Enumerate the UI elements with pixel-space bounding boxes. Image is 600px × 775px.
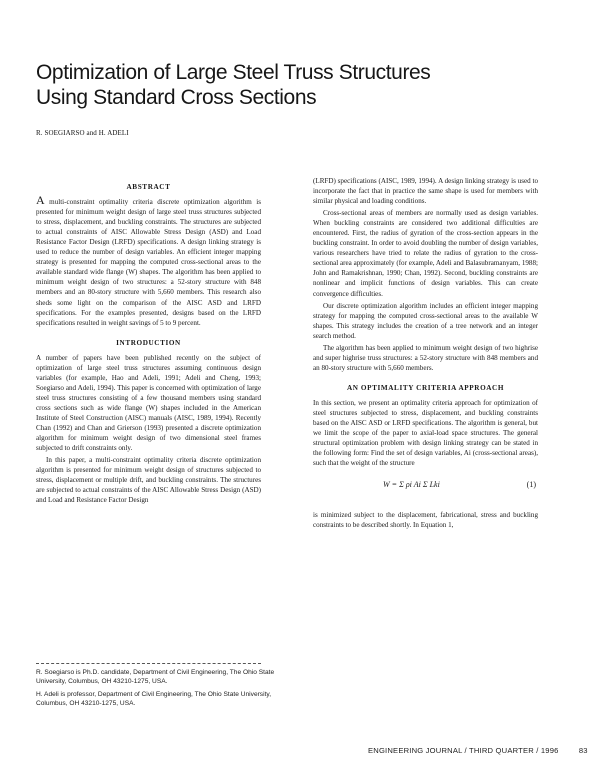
right-paragraph-3: Our discrete optimization algorithm includes an efficient integer mapping strategy for mapping the computed cross-sectional areas to the available W shapes. This strategy includes the creation of a tree network and an integer search method.	[313, 301, 538, 340]
optimality-paragraph-1: In this section, we present an optimality criteria approach for optimization of steel structures subjected to stress, displacement, and buckling constraints based on the AISC ASD or LRFD specifications. The algorithm is general, but we limit the scope of the paper to axial-load space structures. The general structural optimization problem with design linking strategy can be stated in the following form: Find the set of design variables, Ai (cross-sectional areas), such that the weight of the structure	[313, 398, 538, 468]
abstract-paragraph	[36, 193, 261, 328]
abstract-text: multi-constraint optimality criteria discrete optimization algorithm is presented for minimum weight design of large steel truss structures subjected to stress, displacement, and buckling constraints. The structures are subjected to actual constraints of AISC Allowable Stress Design (ASD) and Load Resistance Factor Design (LRFD) specifications. A design linking strategy is used to reduce the number of design variables. An efficient integer mapping strategy is presented for mapping the computed cross-sectional areas to the available standard wide flange (W) shapes. The algorithm has been applied to minimum weight design of two structures: a 52-story structure with 848 members and an 80-story structure with 5,660 members. This research also sheds some light on the comparison of the AISC ASD and LRFD specifications. For the examples presented, designs based on the LRFD specifications resulted in weight savings of 5 to 9 percent.	[36, 198, 261, 327]
right-column	[313, 176, 538, 532]
left-column	[36, 176, 261, 507]
right-paragraph-1: (LRFD) specifications (AISC, 1989, 1994). A design linking strategy is used to incorporate the fact that in practice the same shape is used for members with similar physical and loading conditions.	[313, 177, 538, 206]
equation-1	[313, 474, 538, 504]
abstract-dropcap: A	[36, 193, 45, 208]
footnotes	[36, 668, 276, 711]
optimality-heading: AN OPTIMALITY CRITERIA APPROACH	[346, 383, 505, 392]
footnote-adeli: H. Adeli is professor, Department of Civil Engineering, The Ohio State University, Columbus, OH 43210-1275, USA.	[36, 690, 272, 707]
optimality-paragraph-2: is minimized subject to the displacement, fabricational, stress and buckling constraints to be described shortly. In Equation 1,	[313, 511, 538, 530]
author-line: R. SOEGIARSO and H. ADELI	[36, 129, 129, 137]
paper-title-line1: Optimization of Large Steel Truss Structures	[36, 61, 431, 84]
intro-paragraph-2: In this paper, a multi-constraint optimality criteria discrete optimization algorithm is presented for minimum weight design of structures subjected to stress, displacement or multiple drift, and buckling constraints. The structures are subjected to actual constraints of the AISC Allowable Stress Design (ASD) and Load and Resistance Factor Design	[36, 456, 261, 505]
equation-expression: W = Σ ρi Ai Σ Lki	[383, 480, 440, 490]
introduction-heading: INTRODUCTION	[116, 338, 181, 347]
paper-title-line2: Using Standard Cross Sections	[36, 86, 317, 109]
footnote-divider	[36, 663, 261, 664]
page-number: 83	[578, 746, 588, 755]
paper-title	[36, 60, 516, 110]
equation-number: (1)	[526, 480, 536, 490]
journal-name: ENGINEERING JOURNAL / THIRD QUARTER / 1996	[368, 746, 559, 755]
abstract-heading: ABSTRACT	[126, 183, 171, 191]
intro-paragraph-1: A number of papers have been published recently on the subject of optimization of large steel truss structures assuming continuous design variables (for example, Hao and Adeli, 1991; Adeli and Cheng, 1993; Soegiarso and Adeli, 1994). This paper is concerned with optimization of large steel truss structures consisting of a few thousand members using standard cross sections such as wide flange (W) shapes included in the American Institute of Steel Construction (AISC) manuals (AISC, 1989, 1994). Recently Chan (1992) and Chan and Grierson (1993) presented a discrete optimization algorithm for minimum weight design of two dimensional steel frames subjected to drift constraints only.	[36, 353, 261, 453]
right-paragraph-2: Cross-sectional areas of members are normally used as design variables. When buckling constraints are considered two additional difficulties are encountered. First, the radius of gyration of the cross-section appears in the buckling constraint. In order to avoid doubling the number of design variables, various researchers have tried to relate the radius of gyration to the cross-sectional area approximately (for example, Adeli and Balasubramanyam, 1988; John and Ramakrishnan, 1990; Chan, 1992). Second, buckling constraints are nonlinear and implicit functions of design variables. This can create convergence difficulties.	[313, 209, 538, 298]
right-paragraph-4: The algorithm has been applied to minimum weight design of two highrise and super highrise truss structures: a 52-story structure with 848 members and an 80-story structure with 5,660 members.	[313, 343, 538, 372]
page-footer	[368, 746, 588, 755]
footnote-soegiarso: R. Soegiarso is Ph.D. candidate, Department of Civil Engineering, The Ohio State University, Columbus, OH 43210-1275, USA.	[36, 669, 275, 686]
